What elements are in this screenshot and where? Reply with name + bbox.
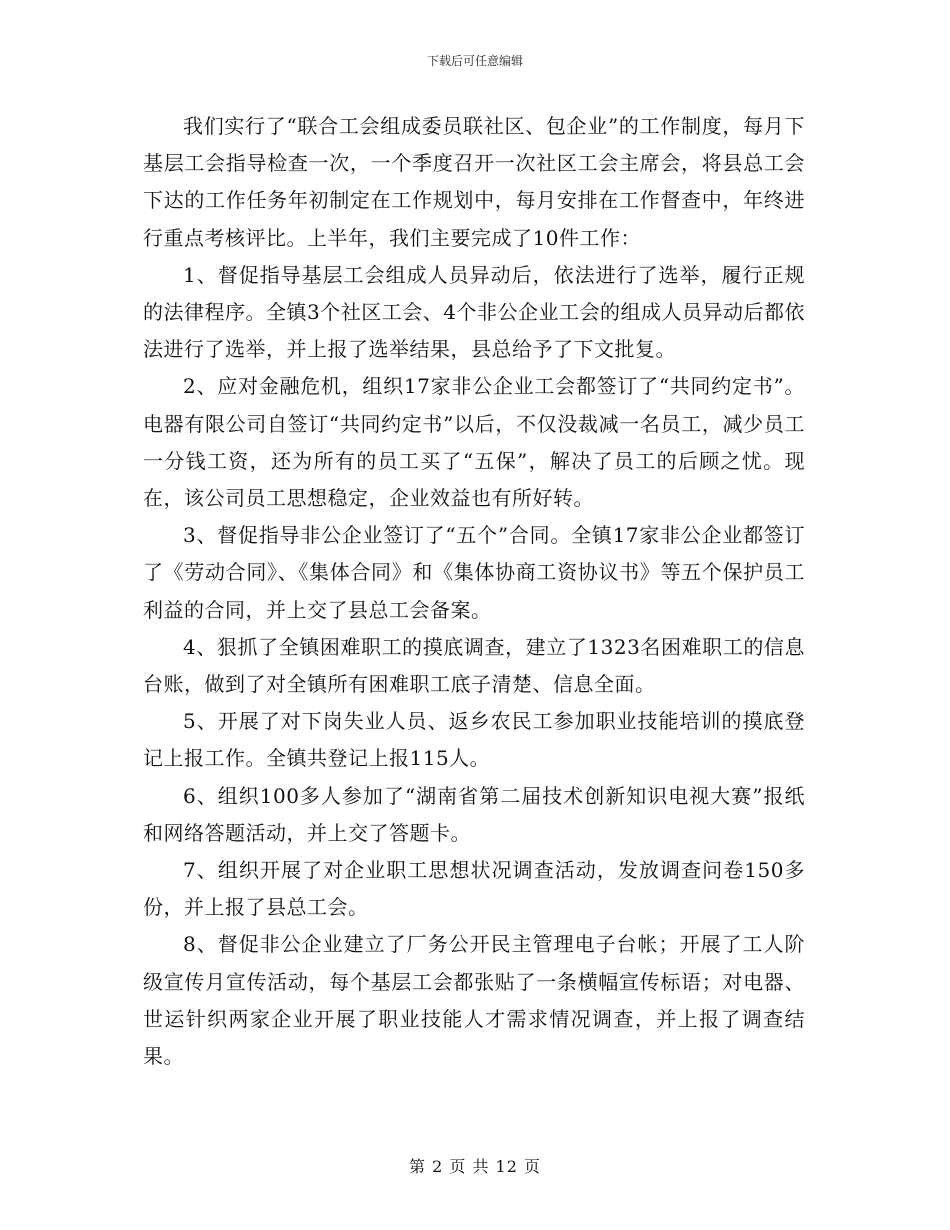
paragraph-intro: 我们实行了“联合工会组成委员联社区、包企业”的工作制度，每月下基层工会指导检查一次，一个季度召开一次社区工会主席会，将县总工会下达的工作任务年初制定在工作规划中，每月安排在工作督查中，年终进行重点考核评比。上半年，我们主要完成了10件工作： bbox=[143, 114, 805, 250]
page-number-footer: 第 2 页 共 12 页 bbox=[409, 1157, 541, 1176]
paragraph-item-7: 7、组织开展了对企业职工思想状况调查活动，发放调查问卷150多份，并上报了县总工会。 bbox=[143, 858, 805, 920]
document-body bbox=[143, 108, 805, 1075]
paragraph-item-5: 5、开展了对下岗失业人员、返乡农民工参加职业技能培训的摸底登记上报工作。全镇共登记上报115人。 bbox=[143, 709, 805, 771]
paragraph-item-2: 2、应对金融危机，组织17家非公企业工会都签订了“共同约定书”。电器有限公司自签订“共同约定书”以后，不仅没裁减一名员工，减少员工一分钱工资，还为所有的员工买了“五保”，解决了员工的后顾之忧。现在，该公司员工思想稳定，企业效益也有所好转。 bbox=[143, 374, 805, 511]
paragraph-item-1: 1、督促指导基层工会组成人员异动后，依法进行了选举，履行正规的法律程序。全镇3个社区工会、4个非公企业工会的组成人员异动后都依法进行了选举，并上报了选举结果，县总给予了下文批复。 bbox=[143, 262, 805, 362]
paragraph-item-4: 4、狠抓了全镇困难职工的摸底调查，建立了1323名困难职工的信息台账，做到了对全镇所有困难职工底子清楚、信息全面。 bbox=[143, 634, 805, 697]
paragraph-item-8: 8、督促非公企业建立了厂务公开民主管理电子台帐；开展了工人阶级宣传月宣传活动，每个基层工会都张贴了一条横幅宣传标语；对电器、世运针织两家企业开展了职业技能人才需求情况调查，并上报了调查结果。 bbox=[143, 932, 805, 1069]
page-header: 下载后可任意编辑 bbox=[426, 54, 523, 68]
paragraph-item-6: 6、组织100多人参加了“湖南省第二届技术创新知识电视大赛”报纸和网络答题活动，并上交了答题卡。 bbox=[143, 783, 805, 845]
paragraph-item-3: 3、督促指导非公企业签订了“五个”合同。全镇17家非公企业都签订了《劳动合同》、《集体合同》和《集体协商工资协议书》等五个保护员工利益的合同，并上交了县总工会备案。 bbox=[143, 523, 805, 622]
